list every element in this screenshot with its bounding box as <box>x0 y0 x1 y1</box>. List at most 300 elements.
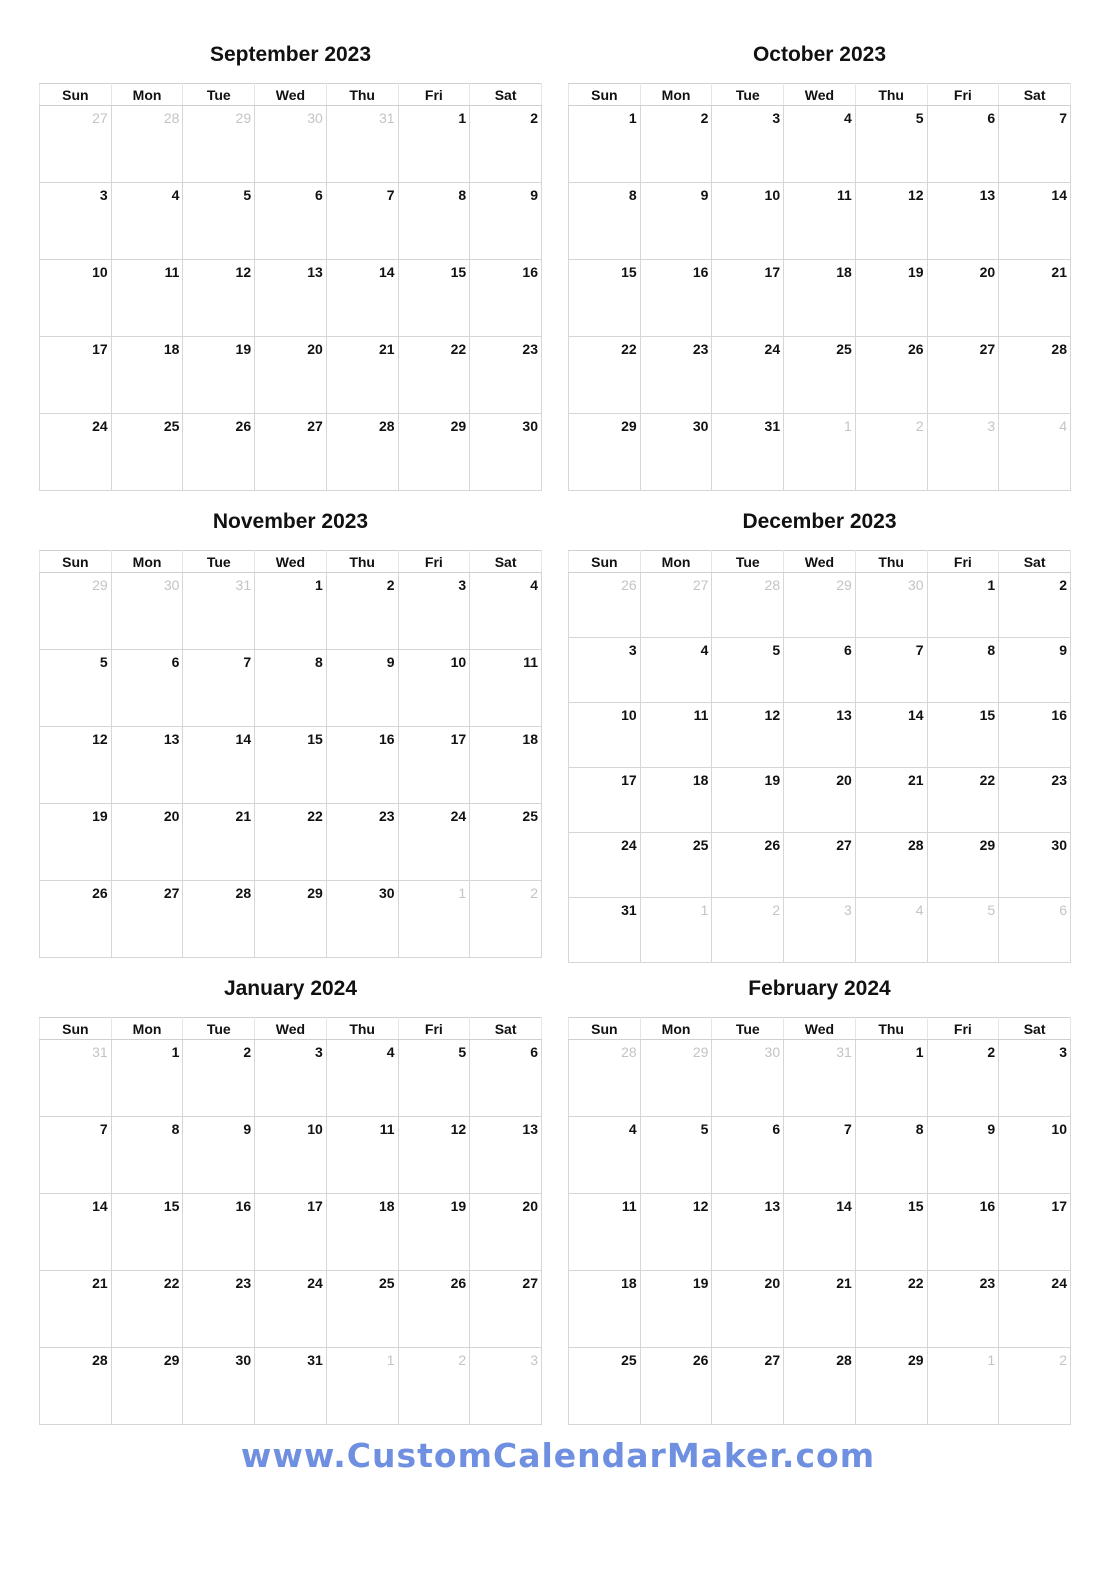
day-cell: 2 <box>927 1040 999 1117</box>
day-cell: 27 <box>927 337 999 414</box>
day-cell: 28 <box>183 881 255 958</box>
day-cell: 19 <box>855 260 927 337</box>
day-cell: 2 <box>183 1040 255 1117</box>
day-cell-other-month: 28 <box>712 573 784 638</box>
day-cell: 10 <box>398 650 470 727</box>
day-cell: 20 <box>470 1194 542 1271</box>
week-row <box>40 183 542 260</box>
weekday-header: Fri <box>398 1018 470 1040</box>
day-cell: 8 <box>927 638 999 703</box>
day-cell: 28 <box>326 414 398 491</box>
day-cell: 31 <box>712 414 784 491</box>
week-row <box>569 183 1071 260</box>
day-cell: 10 <box>712 183 784 260</box>
day-cell: 26 <box>855 337 927 414</box>
day-cell-other-month: 3 <box>927 414 999 491</box>
day-cell: 6 <box>255 183 327 260</box>
weekday-header: Sat <box>999 84 1071 106</box>
day-cell: 12 <box>855 183 927 260</box>
day-cell: 4 <box>470 573 542 650</box>
day-cell: 25 <box>640 833 712 898</box>
day-cell: 24 <box>999 1271 1071 1348</box>
day-cell-other-month: 1 <box>326 1348 398 1425</box>
day-cell: 28 <box>855 833 927 898</box>
day-cell: 7 <box>784 1117 856 1194</box>
day-cell: 15 <box>569 260 641 337</box>
day-cell: 5 <box>183 183 255 260</box>
day-cell-other-month: 29 <box>40 573 112 650</box>
day-cell: 10 <box>999 1117 1071 1194</box>
day-cell: 17 <box>255 1194 327 1271</box>
day-cell: 5 <box>398 1040 470 1117</box>
weekday-header: Wed <box>255 551 327 573</box>
day-cell: 22 <box>398 337 470 414</box>
weekday-header: Mon <box>640 84 712 106</box>
day-cell: 28 <box>40 1348 112 1425</box>
day-cell-other-month: 31 <box>326 106 398 183</box>
day-cell: 21 <box>326 337 398 414</box>
weekday-header: Mon <box>111 84 183 106</box>
day-cell-other-month: 26 <box>569 573 641 638</box>
day-cell-other-month: 31 <box>40 1040 112 1117</box>
day-cell: 16 <box>999 703 1071 768</box>
month-title: October 2023 <box>752 43 887 66</box>
day-cell: 29 <box>111 1348 183 1425</box>
day-cell: 9 <box>183 1117 255 1194</box>
week-row <box>40 650 542 727</box>
day-cell: 8 <box>569 183 641 260</box>
day-cell: 12 <box>712 703 784 768</box>
weekday-header: Sun <box>40 84 112 106</box>
day-cell: 21 <box>40 1271 112 1348</box>
week-row <box>40 727 542 804</box>
month-title: November 2023 <box>212 510 369 533</box>
day-cell: 21 <box>855 768 927 833</box>
day-cell: 26 <box>183 414 255 491</box>
day-cell-other-month: 5 <box>927 898 999 963</box>
day-cell: 1 <box>255 573 327 650</box>
day-cell: 27 <box>255 414 327 491</box>
day-cell: 30 <box>326 881 398 958</box>
day-cell: 1 <box>111 1040 183 1117</box>
weekday-header: Fri <box>927 1018 999 1040</box>
day-cell-other-month: 4 <box>999 414 1071 491</box>
weekday-header: Mon <box>111 1018 183 1040</box>
weekday-header: Mon <box>111 551 183 573</box>
weekday-header: Thu <box>326 84 398 106</box>
month-title: February 2024 <box>748 977 891 1000</box>
day-cell: 16 <box>326 727 398 804</box>
day-cell-other-month: 29 <box>183 106 255 183</box>
day-cell: 5 <box>640 1117 712 1194</box>
day-cell-other-month: 31 <box>784 1040 856 1117</box>
week-row <box>40 106 542 183</box>
day-cell-other-month: 30 <box>712 1040 784 1117</box>
day-cell: 14 <box>183 727 255 804</box>
day-cell-other-month: 1 <box>784 414 856 491</box>
day-cell: 9 <box>999 638 1071 703</box>
day-cell: 7 <box>855 638 927 703</box>
day-cell: 11 <box>470 650 542 727</box>
day-cell: 24 <box>398 804 470 881</box>
day-cell: 16 <box>927 1194 999 1271</box>
day-cell-other-month: 27 <box>40 106 112 183</box>
week-row <box>569 768 1071 833</box>
day-cell: 23 <box>183 1271 255 1348</box>
day-cell: 14 <box>999 183 1071 260</box>
day-cell: 21 <box>784 1271 856 1348</box>
day-cell-other-month: 2 <box>999 1348 1071 1425</box>
weekday-header: Sat <box>470 1018 542 1040</box>
day-cell-other-month: 2 <box>470 881 542 958</box>
weekday-header: Sat <box>999 551 1071 573</box>
month-block <box>39 38 542 491</box>
day-cell-other-month: 28 <box>111 106 183 183</box>
day-cell: 16 <box>183 1194 255 1271</box>
day-cell-other-month: 30 <box>255 106 327 183</box>
day-cell: 13 <box>927 183 999 260</box>
day-cell: 4 <box>111 183 183 260</box>
day-cell: 15 <box>927 703 999 768</box>
day-cell: 22 <box>927 768 999 833</box>
day-cell: 26 <box>640 1348 712 1425</box>
day-cell: 25 <box>326 1271 398 1348</box>
week-row <box>40 573 542 650</box>
day-cell: 20 <box>712 1271 784 1348</box>
week-row <box>40 1194 542 1271</box>
day-cell: 19 <box>398 1194 470 1271</box>
day-cell: 18 <box>569 1271 641 1348</box>
day-cell: 5 <box>712 638 784 703</box>
day-cell: 20 <box>111 804 183 881</box>
day-cell: 3 <box>40 183 112 260</box>
day-cell-other-month: 1 <box>640 898 712 963</box>
day-cell-other-month: 29 <box>784 573 856 638</box>
day-cell: 23 <box>927 1271 999 1348</box>
weekday-header: Sun <box>569 551 641 573</box>
month-title: December 2023 <box>742 510 897 533</box>
day-cell: 7 <box>326 183 398 260</box>
day-cell: 3 <box>569 638 641 703</box>
day-cell: 6 <box>927 106 999 183</box>
day-cell-other-month: 3 <box>470 1348 542 1425</box>
week-row <box>569 638 1071 703</box>
day-cell: 18 <box>470 727 542 804</box>
month-title: September 2023 <box>209 43 372 66</box>
day-cell: 25 <box>111 414 183 491</box>
day-cell: 15 <box>111 1194 183 1271</box>
week-row <box>569 1348 1071 1425</box>
week-row <box>40 337 542 414</box>
weekday-header: Sun <box>40 551 112 573</box>
day-cell: 4 <box>569 1117 641 1194</box>
weekday-header: Thu <box>855 1018 927 1040</box>
day-cell: 25 <box>569 1348 641 1425</box>
week-row <box>40 1348 542 1425</box>
day-cell: 6 <box>470 1040 542 1117</box>
day-cell: 18 <box>784 260 856 337</box>
weekday-header: Sun <box>569 84 641 106</box>
weekday-header: Sun <box>40 1018 112 1040</box>
week-row <box>569 703 1071 768</box>
weekday-header: Wed <box>255 84 327 106</box>
day-cell: 29 <box>255 881 327 958</box>
month-grid <box>568 1017 1071 1425</box>
week-row <box>40 804 542 881</box>
month-grid <box>39 550 542 958</box>
day-cell: 20 <box>927 260 999 337</box>
month-block <box>39 505 542 958</box>
weekday-header: Thu <box>855 551 927 573</box>
day-cell: 27 <box>712 1348 784 1425</box>
weekday-header: Sat <box>999 1018 1071 1040</box>
day-cell: 22 <box>855 1271 927 1348</box>
week-row <box>40 1040 542 1117</box>
weekday-header: Fri <box>927 551 999 573</box>
weekday-header: Thu <box>326 1018 398 1040</box>
day-cell-other-month: 30 <box>855 573 927 638</box>
day-cell: 14 <box>784 1194 856 1271</box>
day-cell-other-month: 29 <box>640 1040 712 1117</box>
week-row <box>569 260 1071 337</box>
day-cell: 22 <box>255 804 327 881</box>
week-row <box>569 1117 1071 1194</box>
day-cell: 22 <box>111 1271 183 1348</box>
day-cell: 9 <box>927 1117 999 1194</box>
day-cell: 17 <box>999 1194 1071 1271</box>
day-cell: 11 <box>111 260 183 337</box>
day-cell: 10 <box>255 1117 327 1194</box>
day-cell: 19 <box>640 1271 712 1348</box>
day-cell: 27 <box>111 881 183 958</box>
day-cell: 17 <box>569 768 641 833</box>
day-cell: 4 <box>326 1040 398 1117</box>
day-cell: 15 <box>855 1194 927 1271</box>
day-cell: 12 <box>640 1194 712 1271</box>
day-cell: 9 <box>640 183 712 260</box>
weekday-header: Wed <box>255 1018 327 1040</box>
day-cell: 8 <box>111 1117 183 1194</box>
day-cell: 2 <box>470 106 542 183</box>
day-cell: 30 <box>640 414 712 491</box>
week-row <box>569 1194 1071 1271</box>
day-cell-other-month: 1 <box>398 881 470 958</box>
day-cell: 29 <box>855 1348 927 1425</box>
day-cell: 30 <box>183 1348 255 1425</box>
weekday-header: Fri <box>398 551 470 573</box>
day-cell: 28 <box>784 1348 856 1425</box>
month-grid <box>568 83 1071 491</box>
day-cell: 24 <box>255 1271 327 1348</box>
week-row <box>569 106 1071 183</box>
week-row <box>569 1040 1071 1117</box>
day-cell: 27 <box>784 833 856 898</box>
week-row <box>40 414 542 491</box>
day-cell: 31 <box>569 898 641 963</box>
weekday-header: Tue <box>712 551 784 573</box>
day-cell: 1 <box>855 1040 927 1117</box>
day-cell: 21 <box>183 804 255 881</box>
month-block <box>568 972 1071 1425</box>
day-cell: 3 <box>398 573 470 650</box>
day-cell: 6 <box>111 650 183 727</box>
website-url[interactable]: www.CustomCalendarMaker.com <box>240 1436 876 1475</box>
month-title: January 2024 <box>223 977 358 1000</box>
day-cell-other-month: 2 <box>712 898 784 963</box>
day-cell: 10 <box>40 260 112 337</box>
month-grid <box>39 1017 542 1425</box>
weekday-header: Tue <box>712 1018 784 1040</box>
day-cell: 12 <box>398 1117 470 1194</box>
day-cell-other-month: 31 <box>183 573 255 650</box>
day-cell: 30 <box>470 414 542 491</box>
day-cell: 23 <box>640 337 712 414</box>
day-cell-other-month: 27 <box>640 573 712 638</box>
day-cell: 18 <box>326 1194 398 1271</box>
day-cell-other-month: 1 <box>927 1348 999 1425</box>
day-cell: 20 <box>255 337 327 414</box>
day-cell-other-month: 30 <box>111 573 183 650</box>
week-row <box>40 260 542 337</box>
day-cell: 15 <box>398 260 470 337</box>
day-cell: 28 <box>999 337 1071 414</box>
day-cell: 27 <box>470 1271 542 1348</box>
day-cell: 1 <box>398 106 470 183</box>
day-cell: 22 <box>569 337 641 414</box>
day-cell: 5 <box>855 106 927 183</box>
day-cell: 2 <box>326 573 398 650</box>
weekday-header: Thu <box>326 551 398 573</box>
week-row <box>569 1271 1071 1348</box>
day-cell: 25 <box>470 804 542 881</box>
day-cell-other-month: 2 <box>398 1348 470 1425</box>
day-cell: 13 <box>111 727 183 804</box>
day-cell: 7 <box>183 650 255 727</box>
week-row <box>569 898 1071 963</box>
week-row <box>40 1117 542 1194</box>
day-cell-other-month: 2 <box>855 414 927 491</box>
day-cell: 14 <box>326 260 398 337</box>
weekday-header: Mon <box>640 551 712 573</box>
weekday-header: Sat <box>470 551 542 573</box>
weekday-header: Tue <box>712 84 784 106</box>
day-cell-other-month: 28 <box>569 1040 641 1117</box>
day-cell: 2 <box>999 573 1071 638</box>
month-grid <box>39 83 542 491</box>
week-row <box>569 337 1071 414</box>
day-cell: 11 <box>640 703 712 768</box>
day-cell: 8 <box>255 650 327 727</box>
day-cell-other-month: 6 <box>999 898 1071 963</box>
weekday-header: Wed <box>784 551 856 573</box>
weekday-header: Wed <box>784 84 856 106</box>
weekday-header: Mon <box>640 1018 712 1040</box>
month-block <box>568 38 1071 491</box>
weekday-header: Sat <box>470 84 542 106</box>
day-cell: 12 <box>183 260 255 337</box>
day-cell: 3 <box>712 106 784 183</box>
day-cell: 12 <box>40 727 112 804</box>
day-cell: 19 <box>40 804 112 881</box>
day-cell: 19 <box>712 768 784 833</box>
week-row <box>569 833 1071 898</box>
month-block <box>39 972 542 1425</box>
day-cell-other-month: 4 <box>855 898 927 963</box>
day-cell: 3 <box>999 1040 1071 1117</box>
day-cell: 26 <box>398 1271 470 1348</box>
day-cell: 29 <box>927 833 999 898</box>
day-cell: 11 <box>784 183 856 260</box>
day-cell: 7 <box>999 106 1071 183</box>
day-cell: 30 <box>999 833 1071 898</box>
month-grid <box>568 550 1071 963</box>
day-cell: 13 <box>784 703 856 768</box>
day-cell: 23 <box>326 804 398 881</box>
day-cell: 6 <box>712 1117 784 1194</box>
day-cell: 1 <box>569 106 641 183</box>
weekday-header: Wed <box>784 1018 856 1040</box>
day-cell: 9 <box>470 183 542 260</box>
day-cell: 8 <box>855 1117 927 1194</box>
day-cell: 4 <box>784 106 856 183</box>
day-cell: 2 <box>640 106 712 183</box>
day-cell: 25 <box>784 337 856 414</box>
day-cell: 8 <box>398 183 470 260</box>
weekday-header: Tue <box>183 551 255 573</box>
day-cell: 17 <box>40 337 112 414</box>
weekday-header: Thu <box>855 84 927 106</box>
day-cell: 16 <box>640 260 712 337</box>
day-cell: 3 <box>255 1040 327 1117</box>
day-cell: 14 <box>855 703 927 768</box>
day-cell: 19 <box>183 337 255 414</box>
month-block <box>568 505 1071 963</box>
week-row <box>569 573 1071 638</box>
day-cell: 13 <box>712 1194 784 1271</box>
weekday-header: Fri <box>398 84 470 106</box>
day-cell: 26 <box>40 881 112 958</box>
day-cell: 6 <box>784 638 856 703</box>
week-row <box>40 1271 542 1348</box>
day-cell: 17 <box>712 260 784 337</box>
weekday-header: Sun <box>569 1018 641 1040</box>
week-row <box>40 881 542 958</box>
day-cell: 23 <box>999 768 1071 833</box>
day-cell: 16 <box>470 260 542 337</box>
weekday-header: Tue <box>183 1018 255 1040</box>
day-cell: 10 <box>569 703 641 768</box>
day-cell: 18 <box>640 768 712 833</box>
week-row <box>569 414 1071 491</box>
day-cell: 14 <box>40 1194 112 1271</box>
day-cell: 24 <box>569 833 641 898</box>
day-cell: 11 <box>326 1117 398 1194</box>
day-cell: 29 <box>398 414 470 491</box>
day-cell: 5 <box>40 650 112 727</box>
day-cell: 1 <box>927 573 999 638</box>
day-cell: 31 <box>255 1348 327 1425</box>
day-cell: 18 <box>111 337 183 414</box>
day-cell: 24 <box>712 337 784 414</box>
day-cell: 9 <box>326 650 398 727</box>
day-cell: 20 <box>784 768 856 833</box>
day-cell: 13 <box>470 1117 542 1194</box>
day-cell: 21 <box>999 260 1071 337</box>
weekday-header: Tue <box>183 84 255 106</box>
day-cell-other-month: 3 <box>784 898 856 963</box>
day-cell: 17 <box>398 727 470 804</box>
day-cell: 26 <box>712 833 784 898</box>
